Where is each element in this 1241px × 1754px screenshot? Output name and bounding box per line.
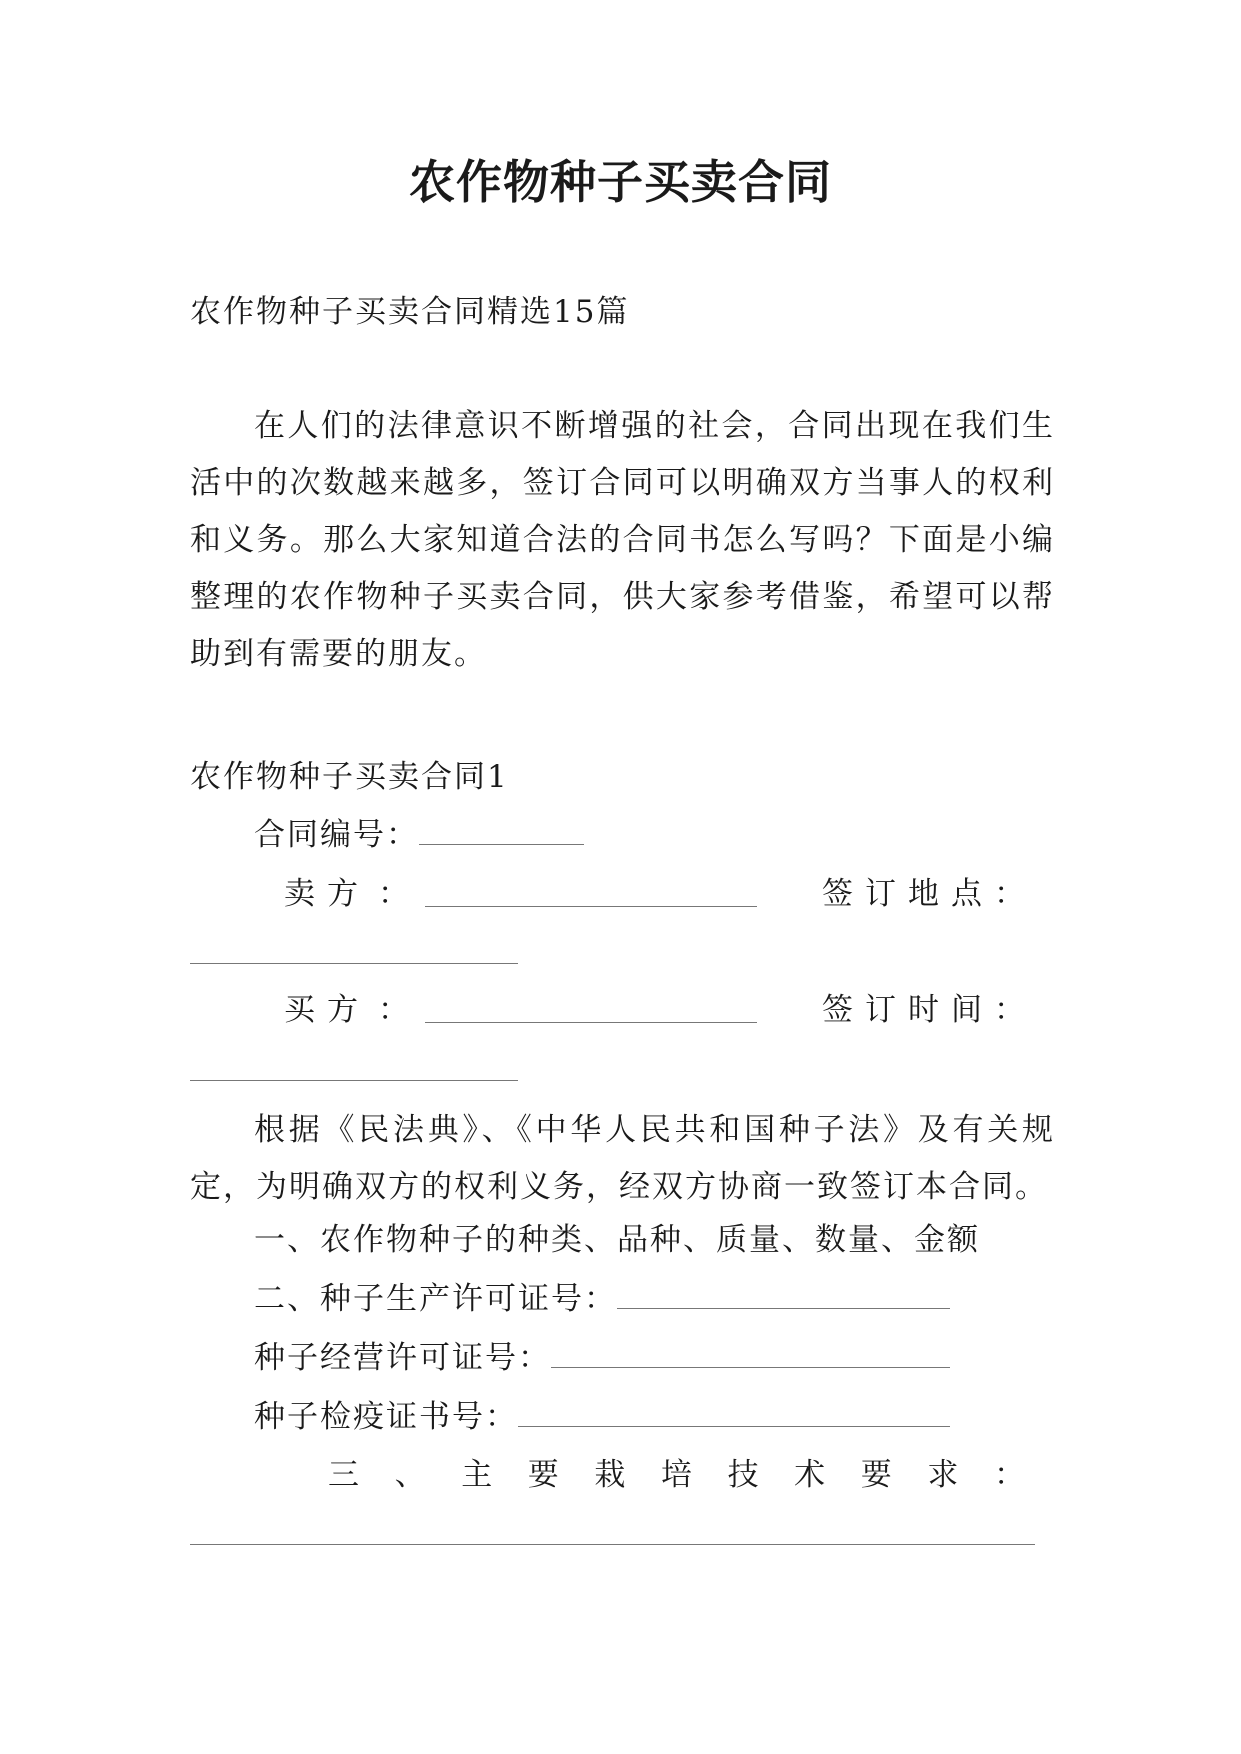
buyer-label: 买 方 [284, 992, 358, 1028]
production-license-label: 二、种子生产许可证号： [254, 1281, 617, 1317]
business-license-row [254, 1338, 950, 1378]
seller-colon: ： [378, 876, 411, 912]
item-2-row [254, 1279, 950, 1319]
sign-time-label: 签 订 时 间 ： [822, 992, 1025, 1028]
intro-paragraph: 在人们的法律意识不断增强的社会，合同出现在我们生活中的次数越来越多，签订合同可以明确双方当事人的权利和义务。那么大家知道合法的合同书怎么写吗？下面是小编整理的农作物种子买卖合同，供大家参考借鉴，希望可以帮助到有需要的朋友。 [190, 408, 1055, 672]
section-title: 农作物种子买卖合同1 [190, 759, 509, 795]
document-title: 农作物种子买卖合同 [409, 155, 832, 209]
basis-paragraph: 根据《民法典》、《中华人民共和国种子法》及有关规定，为明确双方的权利义务，经双方协商一致签订本合同。 [190, 1112, 1055, 1205]
production-license-blank[interactable] [617, 1282, 950, 1309]
sign-time-blank[interactable] [190, 1080, 518, 1081]
document-subtitle: 农作物种子买卖合同精选15篇 [190, 294, 630, 330]
contract-number-row [254, 815, 584, 855]
sign-place-label: 签 订 地 点 ： [822, 876, 1025, 912]
quarantine-label: 种子检疫证书号： [254, 1399, 518, 1435]
business-license-blank[interactable] [551, 1341, 950, 1368]
contract-number-blank[interactable] [419, 818, 584, 845]
seller-label: 卖 方 [284, 876, 358, 912]
contract-number-label: 合同编号： [254, 817, 419, 853]
cultivation-requirements-blank[interactable] [190, 1544, 1035, 1545]
business-license-label: 种子经营许可证号： [254, 1340, 551, 1376]
seller-blank[interactable] [425, 906, 757, 907]
buyer-blank[interactable] [425, 1022, 757, 1023]
item-1: 一、农作物种子的种类、品种、质量、数量、金额 [254, 1222, 980, 1258]
quarantine-blank[interactable] [518, 1400, 950, 1427]
buyer-colon: ： [378, 992, 411, 1028]
item-3-label: 三 、 主 要 栽 培 技 术 要 求 ： [328, 1457, 1025, 1493]
sign-place-blank[interactable] [190, 963, 518, 964]
quarantine-row [254, 1397, 950, 1437]
